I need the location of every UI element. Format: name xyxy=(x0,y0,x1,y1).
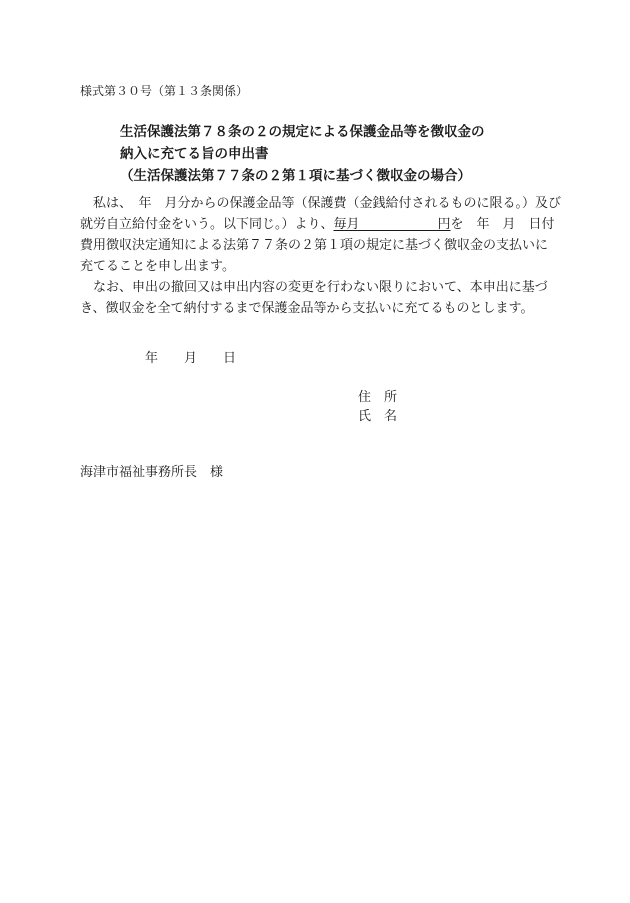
body-line-6: き、徴収金を全て納付するまで保護金品等から支払いに充てるものとします。 xyxy=(80,301,534,316)
body-line-2-end: を 年 月 日付 xyxy=(450,217,555,232)
document-title-line-1: 生活保護法第７８条の２の規定による保護金品等を徴収金の xyxy=(120,124,485,140)
document-title-line-2: 納入に充てる旨の申出書 xyxy=(120,146,269,162)
body-line-4: 充てることを申し出ます。 xyxy=(80,259,235,274)
document-subtitle: （生活保護法第７７条の２第１項に基づく徴収金の場合） xyxy=(120,168,471,184)
name-label: 氏 名 xyxy=(358,409,398,424)
body-line-3: 費用徴収決定通知による法第７７条の２第１項の規定に基づく徴収金の支払いに xyxy=(80,238,549,253)
date-line: 年 月 日 xyxy=(145,351,237,366)
monthly-amount-field: 毎月 円 xyxy=(333,217,451,232)
body-line-2-start: 就労自立給付金をいう。以下同じ。）より、 xyxy=(80,217,334,232)
addressee: 海津市福祉事務所長 様 xyxy=(80,465,224,480)
body-line-5: なお、申出の撤回又は申出内容の変更を行わない限りにおいて、本申出に基づ xyxy=(80,280,548,295)
form-number: 様式第３０号（第１３条関係） xyxy=(80,84,249,98)
address-label: 住 所 xyxy=(358,390,398,405)
body-line-2 xyxy=(80,213,555,232)
body-line-1: 私は、 年 月分からの保護金品等（保護費（金銭給付されるものに限る。）及び xyxy=(80,196,562,211)
